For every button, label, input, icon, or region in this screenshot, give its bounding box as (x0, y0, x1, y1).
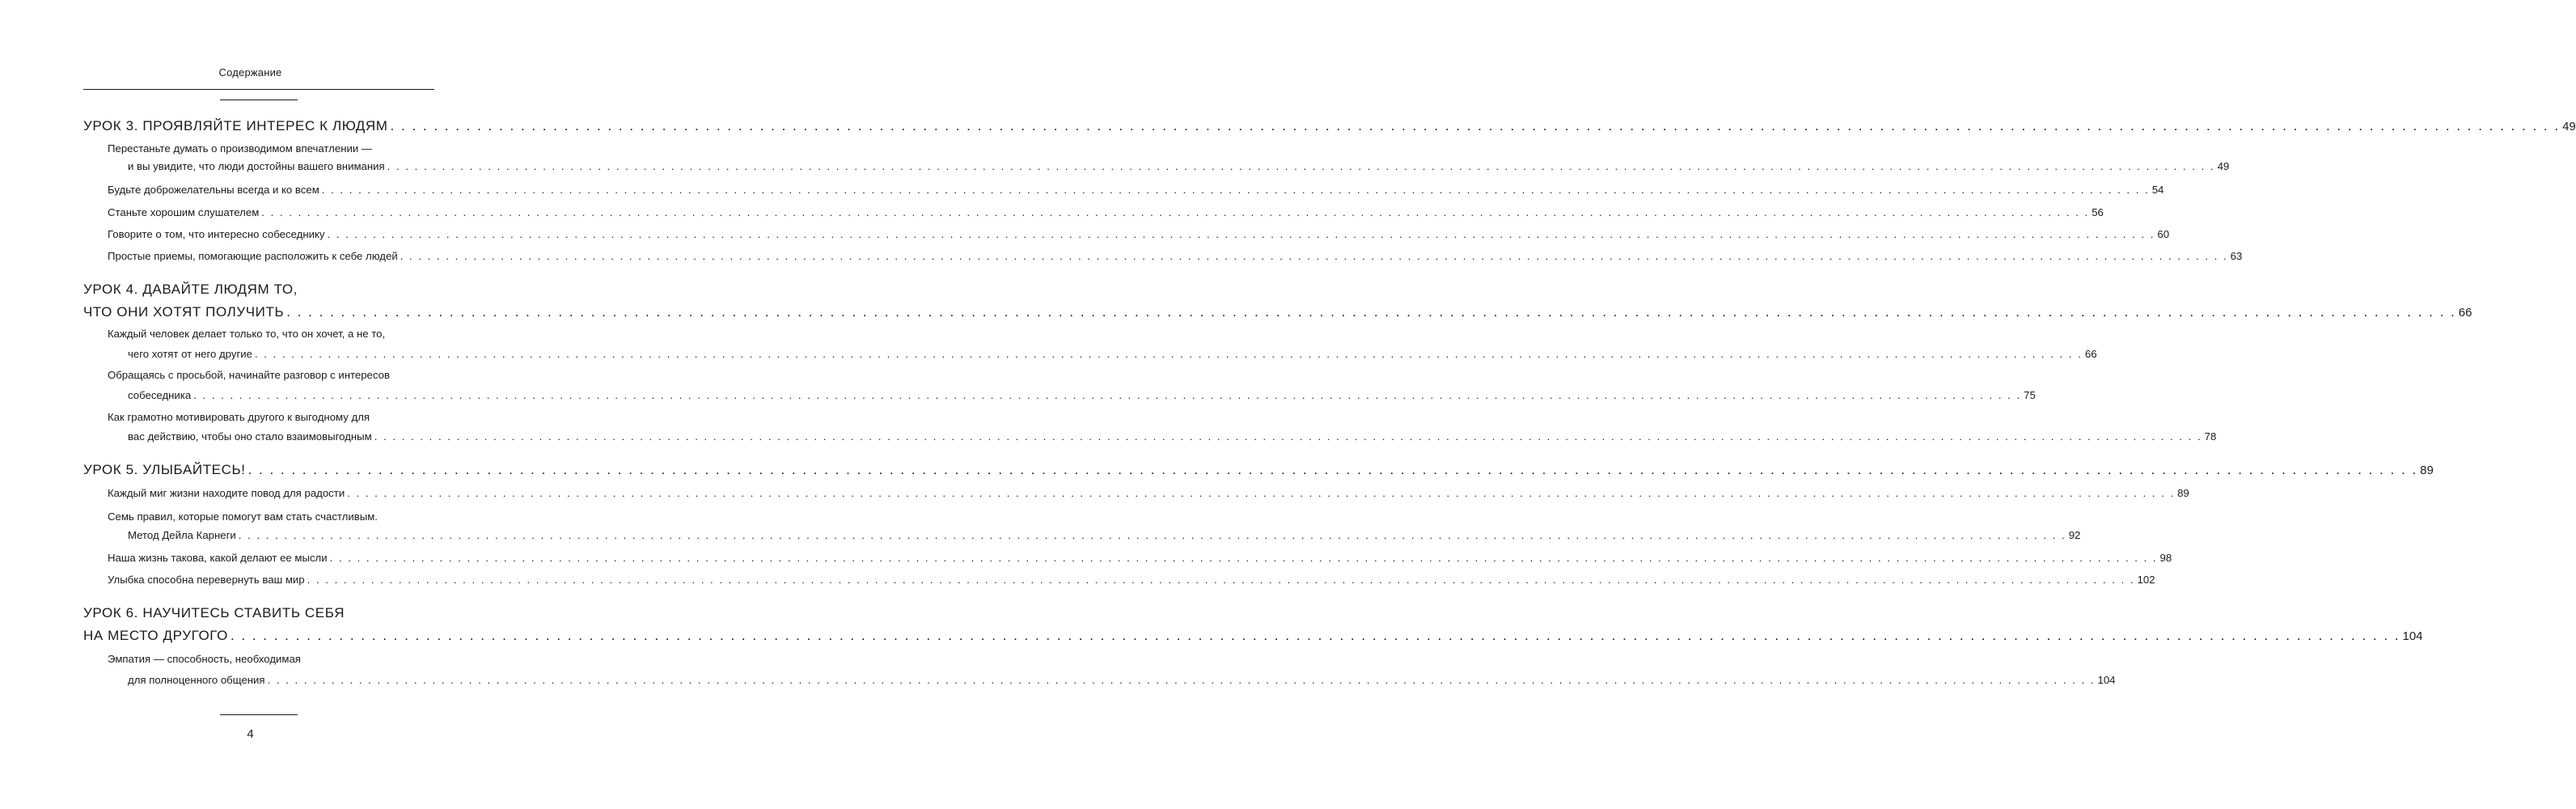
toc-entry-text: Эмпатия — способность, необходимая (108, 653, 301, 665)
dot-leader: . . . . . . . . . . . . . . . . . . . . . . . . . . . . . . . . . . . . . . . . . . . . . . . . . . . . . . . . . . . . . . . . . . . . . . . . . . . . . . . . . . . . . . . . . . . . . . . . . . . . . . . . . . . . . . . . . . . . . . . . . . . . . . . . . . . . . . . . . . . . . . . . . . . . . . . . . . . . . . . . . . . . . . . . . . . . . . . . . . . . . . . . . . . . . . . . . . . . . . . . (327, 228, 2155, 240)
toc-entry-text: Каждый человек делает только то, что он хочет, а не то, (108, 328, 386, 340)
toc-entry-text: и вы увидите, что люди достойны вашего внимания (128, 160, 385, 172)
running-head: Содержание (218, 66, 282, 78)
footer-rule (220, 714, 298, 715)
dot-leader: . . . . . . . . . . . . . . . . . . . . . . . . . . . . . . . . . . . . . . . . . . . . . . . . . . . . . . . . . . . . . . . . . . . . . . . . . . . . . . . . . . . . . . . . . . . . . . . . . . . . . . . . . . . . . . . . . . . . . . . . . . . . . . . . . . . . . . . . . . . . . . . . . . . . . . . . . . . . . . . . . . . . . . . . . . . . . . . . . . . . . . . . . . . . . . . . . . . . . . . . (400, 250, 2228, 262)
toc-entry (108, 653, 301, 665)
toc-entry (108, 411, 370, 423)
toc-entry (128, 430, 2217, 443)
toc-entry-page: 60 (2157, 228, 2170, 240)
lesson-title (83, 605, 345, 621)
toc-entry-text: собеседника (128, 389, 192, 401)
dot-leader: . . . . . . . . . . . . . . . . . . . . . . . . . . . . . . . . . . . . . . . . . . . . . . . . . . . . . . . . . . . . . . . . . . . . . . . . . . . . . . . . . . . . . . . . . . . . . . . . . . . . . . . . . . . . . . . . . . . . . . . . . . . . . . . . . . . . . . . . . . . . . . . . . . . . . . . . . . . . . . . . . . . . . . . . . . . . . . . . . . . . . . . . . . . . . . . . . . . . . . . . (387, 160, 2215, 172)
dot-leader: . . . . . . . . . . . . . . . . . . . . . . . . . . . . . . . . . . . . . . . . . . . . . . . . . . . . . . . . . . . . . . . . . . . . . . . . . . . . . . . . . . . . . . . . . . . . . . . . . . . . . . . . . . . . . . . . . . . . . . . . . . . . . . . . . . . . . . . . . . . . . . . . . . . . . . . . . . . . . . . . . . . . . . . . . . . . . . . . . . . . . . . . . . . . . . . . . . . . . . . . (267, 674, 2096, 686)
toc-entry (108, 206, 2104, 218)
toc-entry (128, 389, 2036, 401)
dot-leader: . . . . . . . . . . . . . . . . . . . . . . . . . . . . . . . . . . . . . . . . . . . . . . . . . . . . . . . . . . . . . . . . . . . . . . . . . . . . . . . . . . . . . . . . . . . . . . . . . . . . . . . . . . . . . . . . . . . . . . . . . . . . . . . . . . . . . . . . . . . . . . . . . . . . . . . . . . . . . . . . . . . . . . . . . . . . . . . . . . . . . . . . . . . . . . . . . . . . . . . . (347, 487, 2176, 499)
lesson-title-text: ЧТО ОНИ ХОТЯТ ПОЛУЧИТЬ (83, 304, 285, 320)
lesson-title-page: 104 (2402, 629, 2423, 643)
lesson-title (83, 462, 2434, 478)
lesson-title (83, 118, 2576, 134)
toc-entry-text: Простые приемы, помогающие расположить к себе людей (108, 250, 398, 262)
toc-entry-text: Как грамотно мотивировать другого к выгодному для (108, 411, 370, 423)
toc-entry (108, 142, 372, 155)
lesson-title-text: УРОК 4. ДАВАЙТЕ ЛЮДЯМ ТО, (83, 282, 298, 297)
toc-entry (128, 529, 2081, 541)
lesson-title-text: УРОК 5. УЛЫБАЙТЕСЬ! (83, 462, 246, 477)
toc-entry (128, 348, 2097, 360)
toc-entry-text: вас действию, чтобы оно стало взаимовыгодным (128, 430, 372, 443)
toc-entry (108, 228, 2170, 240)
dot-leader: . . . . . . . . . . . . . . . . . . . . . . . . . . . . . . . . . . . . . . . . . . . . . . . . . . . . . . . . . . . . . . . . . . . . . . . . . . . . . . . . . . . . . . . . . . . . . . . . . . . . . . . . . . . . . . . . . . . . . . . . . . . . . . . . . . . . . . . . . . . . . . . . . . . . . . . . . . . . . . . . . . . . . . . . . . . . . . . . . . . . . . . . . . . . . . . . . . . . . . . . (230, 628, 2400, 643)
dot-leader: . . . . . . . . . . . . . . . . . . . . . . . . . . . . . . . . . . . . . . . . . . . . . . . . . . . . . . . . . . . . . . . . . . . . . . . . . . . . . . . . . . . . . . . . . . . . . . . . . . . . . . . . . . . . . . . . . . . . . . . . . . . . . . . . . . . . . . . . . . . . . . . . . . . . . . . . . . . . . . . . . . . . . . . . . . . . . . . . . . . . . . . . . . . . . . . . . . . . . . . . (329, 552, 2158, 564)
toc-entry-text: Будьте доброжелательны всегда и ко всем (108, 184, 319, 196)
toc-entry-page: 56 (2092, 206, 2104, 218)
toc-entry (108, 369, 390, 381)
toc-entry (108, 250, 2243, 262)
toc-entry-page: 75 (2024, 389, 2036, 401)
toc-entry-text: Улыбка способна перевернуть ваш мир (108, 574, 305, 586)
dot-leader: . . . . . . . . . . . . . . . . . . . . . . . . . . . . . . . . . . . . . . . . . . . . . . . . . . . . . . . . . . . . . . . . . . . . . . . . . . . . . . . . . . . . . . . . . . . . . . . . . . . . . . . . . . . . . . . . . . . . . . . . . . . . . . . . . . . . . . . . . . . . . . . . . . . . . . . . . . . . . . . . . . . . . . . . . . . . . . . . . . . . . . . . . . . . . . . . . . . . . . . . (374, 430, 2202, 443)
toc-entry-text: для полноценного общения (128, 674, 265, 686)
dot-leader: . . . . . . . . . . . . . . . . . . . . . . . . . . . . . . . . . . . . . . . . . . . . . . . . . . . . . . . . . . . . . . . . . . . . . . . . . . . . . . . . . . . . . . . . . . . . . . . . . . . . . . . . . . . . . . . . . . . . . . . . . . . . . . . . . . . . . . . . . . . . . . . . . . . . . . . . . . . . . . . . . . . . . . . . . . . . . . . . . . . . . . . . . . . . . . . . . . . . . . . . (254, 348, 2083, 360)
lesson-title-page: 89 (2420, 464, 2434, 477)
toc-entry-text: Метод Дейла Карнеги (128, 529, 236, 541)
toc-entry (108, 487, 2189, 499)
toc-entry-text: чего хотят от него другие (128, 348, 252, 360)
toc-entry (128, 674, 2116, 686)
dot-leader: . . . . . . . . . . . . . . . . . . . . . . . . . . . . . . . . . . . . . . . . . . . . . . . . . . . . . . . . . . . . . . . . . . . . . . . . . . . . . . . . . . . . . . . . . . . . . . . . . . . . . . . . . . . . . . . . . . . . . . . . . . . . . . . . . . . . . . . . . . . . . . . . . . . . . . . . . . . . . . . . . . . . . . . . . . . . . . . . . . . . . . . . . . . . . . . . . . . . . . . . (321, 184, 2150, 196)
page-number: 4 (247, 727, 254, 741)
toc-entry (108, 184, 2164, 196)
toc-entry-text: Говорите о том, что интересно собеседнику (108, 228, 325, 240)
lesson-title-text: НА МЕСТО ДРУГОГО (83, 628, 228, 643)
toc-entry-text: Семь правил, которые помогут вам стать счастливым. (108, 510, 378, 523)
dot-leader: . . . . . . . . . . . . . . . . . . . . . . . . . . . . . . . . . . . . . . . . . . . . . . . . . . . . . . . . . . . . . . . . . . . . . . . . . . . . . . . . . . . . . . . . . . . . . . . . . . . . . . . . . . . . . . . . . . . . . . . . . . . . . . . . . . . . . . . . . . . . . . . . . . . . . . . . . . . . . . . . . . . . . . . . . . . . . . . . . . . . . . . . . . . . . . . . . . . . . . . . (193, 389, 2022, 401)
lesson-title-text: УРОК 3. ПРОЯВЛЯЙТЕ ИНТЕРЕС К ЛЮДЯМ (83, 118, 388, 133)
toc-entry-page: 63 (2230, 250, 2243, 262)
toc-entry-page: 104 (2097, 674, 2116, 686)
toc-entry-text: Обращаясь с просьбой, начинайте разговор с интересов (108, 369, 390, 381)
dot-leader: . . . . . . . . . . . . . . . . . . . . . . . . . . . . . . . . . . . . . . . . . . . . . . . . . . . . . . . . . . . . . . . . . . . . . . . . . . . . . . . . . . . . . . . . . . . . . . . . . . . . . . . . . . . . . . . . . . . . . . . . . . . . . . . . . . . . . . . . . . . . . . . . . . . . . . . . . . . . . . . . . . . . . . . . . . . . . . . . . . . . . . . . . . . . . . . . . . . . . . . . (247, 462, 2418, 477)
lesson-title (83, 628, 2423, 644)
toc-entry (108, 510, 378, 523)
toc-entry (108, 328, 385, 340)
dot-leader: . . . . . . . . . . . . . . . . . . . . . . . . . . . . . . . . . . . . . . . . . . . . . . . . . . . . . . . . . . . . . . . . . . . . . . . . . . . . . . . . . . . . . . . . . . . . . . . . . . . . . . . . . . . . . . . . . . . . . . . . . . . . . . . . . . . . . . . . . . . . . . . . . . . . . . . . . . . . . . . . . . . . . . . . . . . . . . . . . . . . . . . . . . . . . . . . . . . . . . . . (286, 304, 2456, 320)
lesson-title-page: 49 (2562, 120, 2576, 133)
toc-entry-text: Перестаньте думать о производимом впечатлении — (108, 142, 373, 155)
toc-entry-page: 66 (2084, 348, 2097, 360)
toc-entry-page: 89 (2177, 487, 2189, 499)
lesson-title (83, 282, 298, 298)
dot-leader: . . . . . . . . . . . . . . . . . . . . . . . . . . . . . . . . . . . . . . . . . . . . . . . . . . . . . . . . . . . . . . . . . . . . . . . . . . . . . . . . . . . . . . . . . . . . . . . . . . . . . . . . . . . . . . . . . . . . . . . . . . . . . . . . . . . . . . . . . . . . . . . . . . . . . . . . . . . . . . . . . . . . . . . . . . . . . . . . . . . . . . . . . . . . . . . . . . . . . . . . (390, 118, 2561, 133)
toc-entry (128, 160, 2230, 172)
toc-entry-page: 78 (2204, 430, 2217, 443)
toc-entry-text: Наша жизнь такова, какой делают ее мысли (108, 552, 328, 564)
dot-leader: . . . . . . . . . . . . . . . . . . . . . . . . . . . . . . . . . . . . . . . . . . . . . . . . . . . . . . . . . . . . . . . . . . . . . . . . . . . . . . . . . . . . . . . . . . . . . . . . . . . . . . . . . . . . . . . . . . . . . . . . . . . . . . . . . . . . . . . . . . . . . . . . . . . . . . . . . . . . . . . . . . . . . . . . . . . . . . . . . . . . . . . . . . . . . . . . . . . . . . . . (238, 529, 2066, 541)
lesson-title-page: 66 (2458, 306, 2472, 320)
lesson-title-text: УРОК 6. НАУЧИТЕСЬ СТАВИТЬ СЕБЯ (83, 605, 345, 621)
toc-entry-text: Станьте хорошим слушателем (108, 206, 260, 218)
lesson-title (83, 304, 2472, 320)
toc-entry-page: 102 (2137, 574, 2155, 586)
toc-entry-page: 92 (2068, 529, 2081, 541)
toc-entry-page: 98 (2159, 552, 2172, 564)
header-rule (83, 89, 434, 90)
dot-leader: . . . . . . . . . . . . . . . . . . . . . . . . . . . . . . . . . . . . . . . . . . . . . . . . . . . . . . . . . . . . . . . . . . . . . . . . . . . . . . . . . . . . . . . . . . . . . . . . . . . . . . . . . . . . . . . . . . . . . . . . . . . . . . . . . . . . . . . . . . . . . . . . . . . . . . . . . . . . . . . . . . . . . . . . . . . . . . . . . . . . . . . . . . . . . . . . . . . . . . . . (307, 574, 2135, 586)
toc-entry-page: 49 (2217, 160, 2230, 172)
toc-entry (108, 552, 2172, 564)
toc-entry-text: Каждый миг жизни находите повод для радости (108, 487, 345, 499)
toc-entry (108, 574, 2155, 586)
toc-entry-page: 54 (2151, 184, 2164, 196)
dot-leader: . . . . . . . . . . . . . . . . . . . . . . . . . . . . . . . . . . . . . . . . . . . . . . . . . . . . . . . . . . . . . . . . . . . . . . . . . . . . . . . . . . . . . . . . . . . . . . . . . . . . . . . . . . . . . . . . . . . . . . . . . . . . . . . . . . . . . . . . . . . . . . . . . . . . . . . . . . . . . . . . . . . . . . . . . . . . . . . . . . . . . . . . . . . . . . . . . . . . . . . . (261, 206, 2090, 218)
